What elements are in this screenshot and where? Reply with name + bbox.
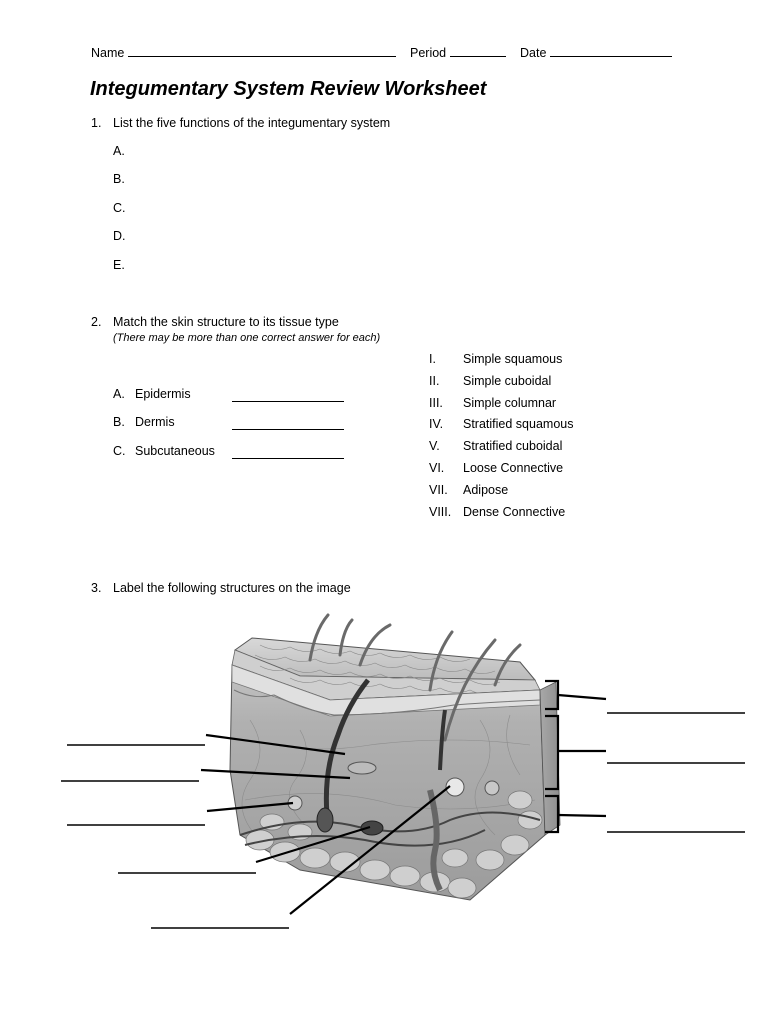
q1-item-e: E. <box>113 258 125 272</box>
structure-letter: C. <box>113 444 126 458</box>
structure-letter: B. <box>113 415 125 429</box>
question-text: Match the skin structure to its tissue type <box>113 315 339 329</box>
question-note: (There may be more than one correct answer for each) <box>113 332 381 344</box>
period-label: Period <box>410 46 447 60</box>
question-text: Label the following structures on the image <box>113 581 351 595</box>
tissue-item: IV. Stratified squamous <box>429 417 574 432</box>
q1-item-d: D. <box>113 229 126 243</box>
tissue-item: I. Simple squamous <box>429 352 563 366</box>
question-text: List the five functions of the integumentary system <box>113 116 391 130</box>
tissue-item: II. Simple cuboidal <box>429 373 552 388</box>
date-label: Date <box>520 46 547 60</box>
tissue-item: VII. Adipose <box>429 482 509 497</box>
structure-label: Dermis <box>135 415 175 429</box>
question-number: 1. <box>91 116 102 130</box>
tissue-item: V. Stratified cuboidal <box>429 439 563 454</box>
question-number: 2. <box>91 315 102 329</box>
structure-label: Subcutaneous <box>135 444 215 458</box>
tissue-item: VI. Loose Connective <box>429 460 564 475</box>
page-title: Integumentary System Review Worksheet <box>90 78 487 100</box>
tissue-item: VIII. Dense Connective <box>429 504 566 519</box>
name-label: Name <box>91 46 125 60</box>
structure-label: Epidermis <box>135 387 191 401</box>
q1-item-a: A. <box>113 144 125 158</box>
question-number: 3. <box>91 581 102 595</box>
q1-item-c: C. <box>113 201 126 215</box>
skin-block-front <box>230 665 560 900</box>
right-label-blanks <box>607 713 745 832</box>
structure-letter: A. <box>113 387 125 401</box>
q1-item-b: B. <box>113 172 125 186</box>
tissue-item: III. Simple columnar <box>429 395 557 410</box>
